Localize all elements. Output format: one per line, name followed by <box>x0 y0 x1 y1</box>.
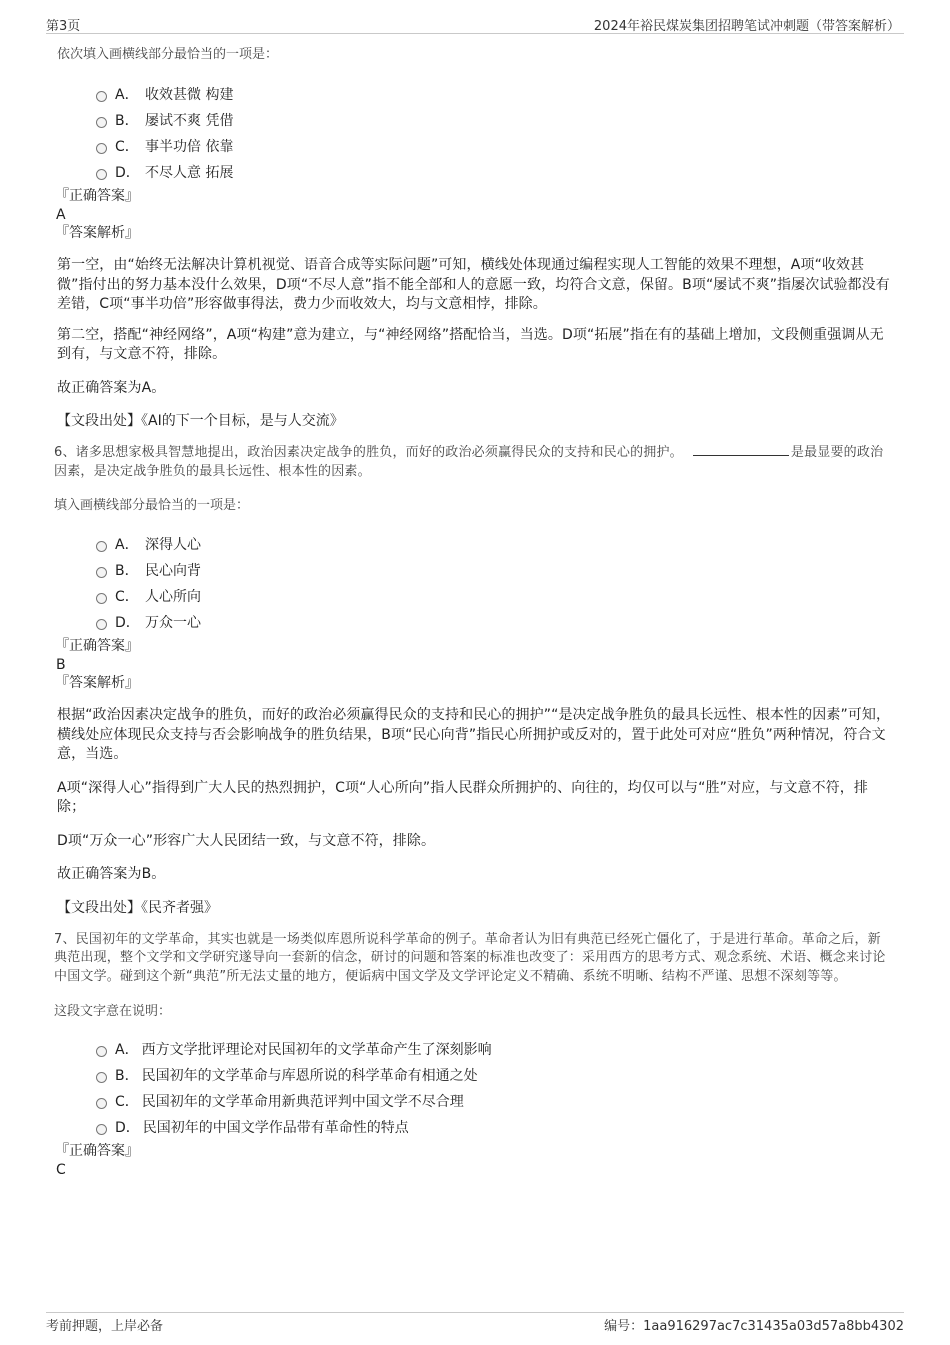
q6-option-c[interactable]: C． 人心所向 <box>96 583 891 609</box>
document-title: 2024年裕民煤炭集团招聘笔试冲刺题（带答案解析） <box>593 19 900 34</box>
radio-icon[interactable] <box>96 1124 107 1135</box>
q7-options <box>57 1036 891 1140</box>
q6-source: 【文段出处】《民齐者强》 <box>57 899 218 916</box>
radio-icon[interactable] <box>96 1046 107 1057</box>
q5-analysis-2: 第二空，搭配“神经网络”，A项“构建”意为建立，与“神经网络”搭配恰当，当选。D项“拓展”指在有的基础上增加，文段侧重强调从无到有，与文意不符，排除。 <box>57 326 884 362</box>
q5-option-c[interactable]: C． 事半功倍 依靠 <box>96 133 891 159</box>
page-header <box>46 13 904 34</box>
q6-answer: B <box>56 657 66 673</box>
radio-icon[interactable] <box>96 91 107 102</box>
q6-answer-label: 『正确答案』 <box>55 638 139 654</box>
q7-option-a[interactable]: A． 西方文学批评理论对民国初年的文学革命产生了深刻影响 <box>96 1036 891 1062</box>
q5-analysis-1: 第一空，由“始终无法解决计算机视觉、语音合成等实际问题”可知，横线处体现通过编程实现人工智能的效果不理想，A项“收效甚微”指付出的努力基本没什么效果，D项“不尽人意”指不能全部和人的意愿一致，均符合文意，保留。B项“屡试不爽”指屡次试验都没有差错，C项“事半功倍”形容做事得法，费力少而收效大，均与文意相悖，排除。 <box>57 257 890 312</box>
radio-icon[interactable] <box>96 1098 107 1109</box>
q5-prompt: 依次填入画横线部分最恰当的一项是： <box>57 47 279 62</box>
radio-icon[interactable] <box>96 567 107 578</box>
q6-analysis-1: 根据“政治因素决定战争的胜负，而好的政治必须赢得民众的支持和民心的拥护”“是决定战争胜负的最具长远性、根本性的因素”可知，横线处应体现民众支持与否会影响战争的胜负结果，B项“民心向背”指民心所拥护或反对的，置于此处可对应“胜负”两种情况，符合文意，当选。 <box>57 707 891 762</box>
q7-answer: C <box>56 1162 66 1178</box>
fill-blank-line <box>693 443 789 456</box>
q5-option-a[interactable]: A． 收效甚微 构建 <box>96 81 891 107</box>
q6-option-a[interactable]: A． 深得人心 <box>96 531 891 557</box>
q5-answer-label: 『正确答案』 <box>55 188 139 204</box>
q7-prompt: 这段文字意在说明： <box>54 1004 172 1019</box>
q6-question: 6、诸多思想家极具智慧地提出，政治因素决定战争的胜负，而好的政治必须赢得民众的支持和民心的拥护。 是最显要的政治因素，是决定战争胜负的最具长远性、根本性的因素。 <box>54 445 884 479</box>
radio-icon[interactable] <box>96 117 107 128</box>
q6-analysis-2: A项“深得人心”指得到广大人民的热烈拥护，C项“人心所向”指人民群众所拥护的、向往的，均仅可以与“胜”对应，与文意不符，排除； <box>57 779 868 815</box>
q6-analysis-label: 『答案解析』 <box>55 675 139 691</box>
q5-option-d[interactable]: D． 不尽人意 拓展 <box>96 159 891 185</box>
q5-option-b[interactable]: B． 屡试不爽 凭借 <box>96 107 891 133</box>
page-number: 第3页 <box>46 19 81 34</box>
q5-analysis-3: 故正确答案为A。 <box>57 379 166 396</box>
radio-icon[interactable] <box>96 143 107 154</box>
q5-answer: A <box>56 207 66 223</box>
q7-question: 7、民国初年的文学革命，其实也就是一场类似库恩所说科学革命的例子。革命者认为旧有典范已经死亡僵化了，于是进行革命。革命之后，新典范出现，整个文学和文学研究遂导向一套新的信念，研讨的问题和答案的标准也改变了：采用西方的思考方式、观念系统、术语、概念来讨论中国文学。碰到这个新“典范”所无法丈量的地方，便诟病中国文学及文学评论定义不精确、系统不明晰、结构不严谨、思想不深刻等等。 <box>54 931 886 984</box>
q6-prompt: 填入画横线部分最恰当的一项是： <box>54 498 250 513</box>
q7-option-c[interactable]: C． 民国初年的文学革命用新典范评判中国文学不尽合理 <box>96 1088 891 1114</box>
q7-option-b[interactable]: B． 民国初年的文学革命与库恩所说的科学革命有相通之处 <box>96 1062 891 1088</box>
q6-option-b[interactable]: B． 民心向背 <box>96 557 891 583</box>
q5-options <box>57 81 891 185</box>
radio-icon[interactable] <box>96 619 107 630</box>
q5-analysis-label: 『答案解析』 <box>55 225 139 241</box>
q7-answer-label: 『正确答案』 <box>55 1143 139 1159</box>
q6-options <box>57 531 891 635</box>
footer-slogan: 考前押题，上岸必备 <box>46 1319 164 1334</box>
radio-icon[interactable] <box>96 593 107 604</box>
page-content <box>54 45 891 1179</box>
q6-analysis-3: D项“万众一心”形容广大人民团结一致，与文意不符，排除。 <box>57 832 436 849</box>
radio-icon[interactable] <box>96 1072 107 1083</box>
radio-icon[interactable] <box>96 169 107 180</box>
q7-option-d[interactable]: D． 民国初年的中国文学作品带有革命性的特点 <box>96 1114 891 1140</box>
radio-icon[interactable] <box>96 541 107 552</box>
document-id: 编号：1aa916297ac7c31435a03d57a8bb4302 <box>604 1319 904 1334</box>
page-footer <box>46 1312 904 1335</box>
q5-source: 【文段出处】《AI的下一个目标，是与人交流》 <box>57 413 344 429</box>
q6-option-d[interactable]: D． 万众一心 <box>96 609 891 635</box>
q6-analysis-4: 故正确答案为B。 <box>57 866 166 882</box>
